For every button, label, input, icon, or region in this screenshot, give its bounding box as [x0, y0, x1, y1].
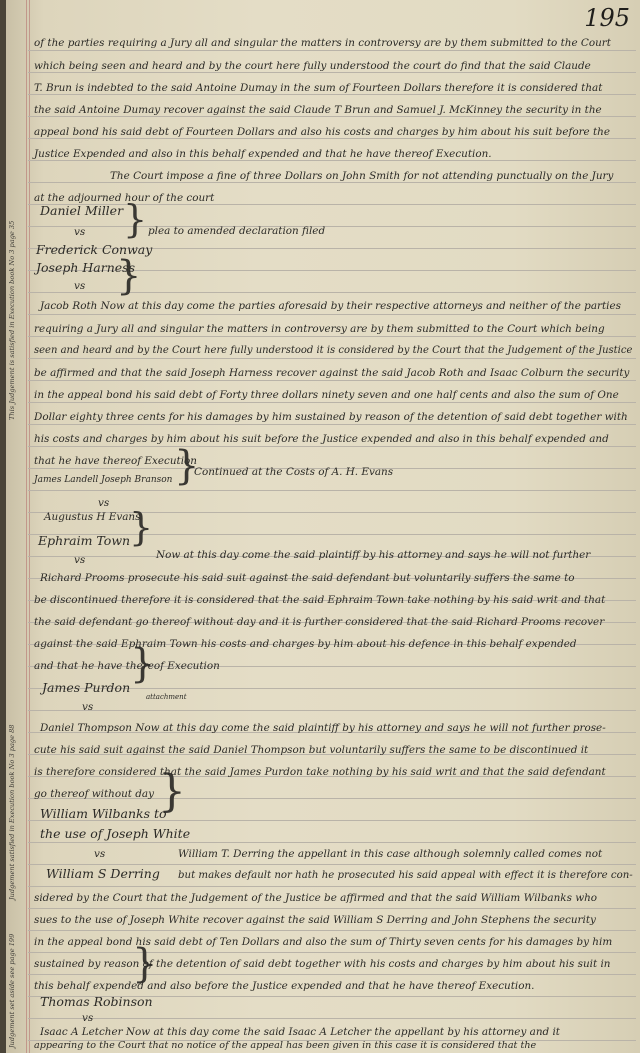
ruled-line: [28, 160, 636, 161]
text-line: sustained by reason of the detention of said debt together with his costs and charges by him about his suit in: [34, 958, 611, 970]
text-line: sues to the use of Joseph White recover against the said William S Derring and John Stephens the security: [34, 914, 596, 926]
ruled-line: [28, 446, 636, 447]
text-line: requiring a Jury all and singular the matters in controversy are by them submitted to the Court which being: [34, 323, 605, 335]
ruled-line: [28, 930, 636, 931]
text-line: the said Antoine Dumay recover against the said Claude T Brun and Samuel J. McKinney the security in the: [34, 104, 602, 116]
ruled-line: [28, 490, 636, 491]
text-line: be discontinued therefore it is considered that the said Ephraim Town take nothing by his said writ and that: [34, 594, 606, 606]
brace-mark: }: [174, 443, 200, 489]
party-name: James Purdon: [42, 680, 131, 695]
ruled-line: [28, 886, 636, 887]
text-line: Daniel Thompson Now at this day come the said plaintiff by his attorney and says he will not further prose-: [40, 722, 606, 734]
versus-mark: vs: [82, 701, 94, 713]
versus-mark: vs: [98, 497, 110, 509]
text-line: go thereof without day: [34, 788, 154, 800]
text-line: Continued at the Costs of A. H. Evans: [194, 466, 394, 478]
versus-mark: vs: [74, 280, 86, 292]
ruled-line: [28, 314, 636, 315]
brace-mark: }: [116, 253, 142, 299]
text-line: The Court impose a fine of three Dollars on John Smith for not attending punctually on the Jury: [110, 170, 614, 182]
text-line: T. Brun is indebted to the said Antoine Dumay in the sum of Fourteen Dollars therefore it is considered that: [34, 82, 603, 94]
text-line: but makes default nor hath he prosecuted his said appeal with effect it is therefore con-: [178, 870, 633, 881]
party-name: William Wilbanks to: [40, 806, 167, 821]
text-line: sidered by the Court that the Judgement of the Justice be affirmed and that the said William Wilbanks who: [34, 892, 598, 904]
text-line: plea to amended declaration filed: [148, 225, 326, 237]
ruled-line: [28, 974, 636, 975]
brace-mark: }: [123, 197, 148, 241]
ruled-line: [28, 72, 636, 73]
party-name: Daniel Miller: [40, 203, 124, 218]
party-name: Augustus H Evans: [44, 511, 141, 523]
text-line: William T. Derring the appellant in this case although solemnly called comes not: [178, 848, 603, 860]
ruled-line: [28, 94, 636, 95]
ruled-line: [28, 842, 636, 843]
ruled-line: [28, 358, 636, 359]
versus-mark: vs: [74, 226, 86, 238]
text-line: that he have thereof Execution: [34, 455, 197, 467]
page-number: 195: [584, 4, 630, 32]
ledger-page: [6, 0, 640, 1053]
margin-note: Judgement satisfied in Execution book No 3 page 88: [8, 724, 16, 900]
ruled-line: [28, 182, 636, 183]
ruled-line: [28, 710, 636, 711]
versus-mark: vs: [82, 1012, 94, 1024]
brace-mark: }: [130, 641, 156, 687]
ruled-line: [28, 864, 636, 865]
party-name: the use of Joseph White: [40, 826, 191, 841]
brace-mark: }: [158, 766, 186, 817]
text-line: in the appeal bond his said debt of Ten Dollars and also the sum of Thirty seven cents for his damages by him: [34, 936, 613, 948]
text-line: at the adjourned hour of the court: [34, 192, 215, 204]
ruled-line: [28, 380, 636, 381]
margin-note: This Judgement is satisfied in Execution book No 3 page 35: [8, 220, 16, 420]
ruled-line: [28, 138, 636, 139]
text-line: Now at this day come the said plaintiff by his attorney and says he will not further: [156, 549, 591, 561]
text-line: be affirmed and that the said Joseph Harness recover against the said Jacob Roth and Isaac Colburn the security: [34, 367, 630, 379]
text-line: against the said Ephraim Town his costs and charges by him about his defence in this behalf expended: [34, 638, 577, 650]
text-line: Jacob Roth Now at this day come the parties aforesaid by their respective attorneys and neither of the parties: [40, 300, 621, 312]
text-line: Isaac A Letcher Now at this day come the said Isaac A Letcher the appellant by his attorney and it: [40, 1026, 560, 1038]
party-name: William S Derring: [46, 866, 160, 881]
text-line: Justice Expended and also in this behalf expended and that he have thereof Execution.: [34, 148, 492, 160]
party-name: Frederick Conway: [36, 242, 153, 257]
party-name: Joseph Harness: [36, 260, 135, 275]
margin-line: [29, 0, 30, 1053]
text-line: the said defendant go thereof without day and it is further considered that the said Richard Prooms recover: [34, 616, 605, 628]
party-name: James Landell Joseph Branson: [34, 475, 173, 485]
ruled-line: [28, 402, 636, 403]
ruled-line: [28, 908, 636, 909]
margin-line: [26, 0, 27, 1053]
text-line: and that he have thereof Execution: [34, 660, 220, 672]
party-name: Thomas Robinson: [40, 994, 153, 1009]
margin-note: Judgement set aside see page 199: [8, 933, 16, 1048]
text-line: which being seen and heard and by the court here fully understood the court do find that the said Claude: [34, 60, 591, 72]
text-line: Richard Prooms prosecute his said suit against the said defendant but voluntarily suffers the same to: [40, 572, 575, 584]
ruled-line: [28, 1018, 636, 1019]
brace-mark: }: [132, 941, 158, 987]
text-line: Dollar eighty three cents for his damages by him sustained by reason of the detention of said debt together with: [34, 411, 628, 423]
ruled-line: [28, 424, 636, 425]
text-line: is therefore considered that the said James Purdon take nothing by his said writ and that the said defendant: [34, 766, 606, 778]
ruled-line: [28, 952, 636, 953]
ruled-line: [28, 50, 636, 51]
versus-mark: vs: [94, 848, 106, 860]
text-line: appearing to the Court that no notice of the appeal has been given in this case it is considered that the: [34, 1040, 537, 1051]
text-line: his costs and charges by him about his suit before the Justice expended and also in this behalf expended and: [34, 433, 609, 445]
text-line: of the parties requiring a Jury all and singular the matters in controversy are by them submitted to the Court: [34, 37, 611, 49]
text-line: attachment: [146, 693, 187, 701]
ruled-line: [28, 226, 636, 227]
ruled-line: [28, 336, 636, 337]
ruled-line: [28, 116, 636, 117]
party-name: Ephraim Town: [38, 533, 131, 548]
brace-mark: }: [129, 505, 154, 549]
text-line: appeal bond his said debt of Fourteen Dollars and also his costs and charges by him about his suit before the: [34, 126, 611, 138]
versus-mark: vs: [74, 554, 86, 566]
text-line: in the appeal bond his said debt of Forty three dollars ninety seven and one half cents and also the sum of One: [34, 389, 619, 401]
text-line: cute his said suit against the said Daniel Thompson but voluntarily suffers the same to be discontinued it: [34, 744, 589, 756]
text-line: seen and heard and by the Court here fully understood it is considered by the Court that the Judgement of the Justice: [34, 345, 633, 356]
text-line: this behalf expended and also before the Justice expended and that he have thereof Execution.: [34, 980, 535, 992]
